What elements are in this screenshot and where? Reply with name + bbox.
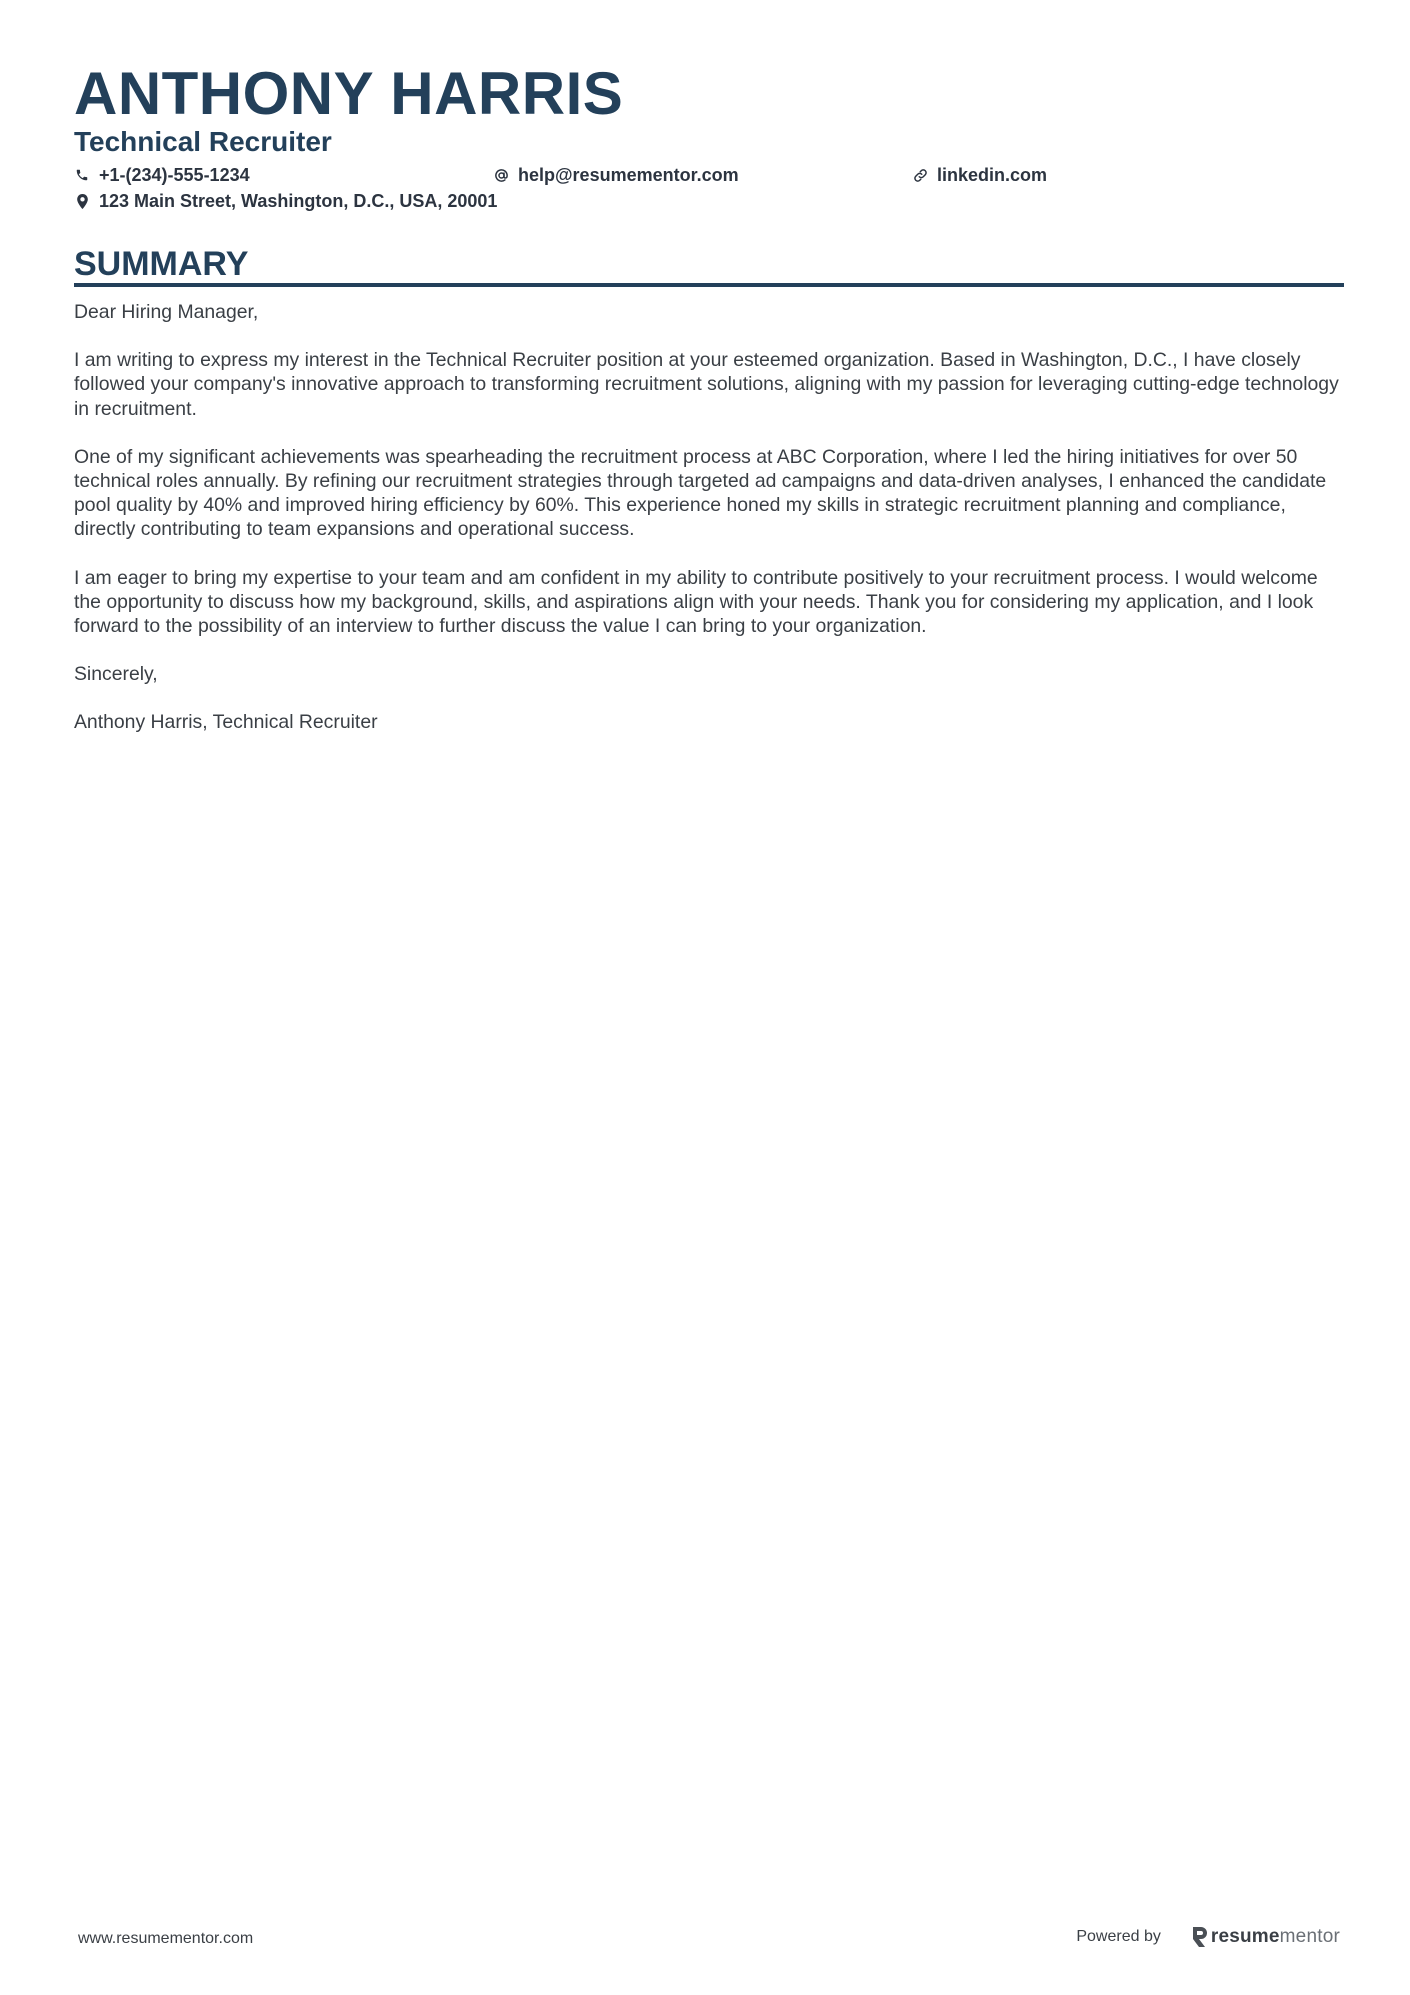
resumementor-logo-icon [1191, 1927, 1207, 1947]
contact-email[interactable] [493, 164, 739, 186]
signature-line: Anthony Harris, Technical Recruiter [74, 711, 378, 734]
candidate-name: ANTHONY HARRIS [74, 60, 624, 127]
address-text: 123 Main Street, Washington, D.C., USA, 20001 [99, 191, 498, 211]
contact-phone[interactable] [74, 164, 250, 186]
section-divider [74, 283, 1344, 287]
contact-linkedin[interactable] [912, 164, 1047, 186]
phone-icon [74, 167, 90, 183]
powered-by-label: Powered by [1076, 1928, 1161, 1945]
location-pin-icon [74, 193, 90, 209]
brand-wordmark [1211, 1926, 1340, 1948]
link-icon [912, 167, 928, 183]
at-icon [493, 167, 509, 183]
linkedin-text: linkedin.com [937, 165, 1048, 185]
contact-address [74, 190, 497, 212]
salutation: Dear Hiring Manager, [74, 301, 259, 323]
footer-website-link[interactable]: www.resumementor.com [78, 1930, 254, 1947]
letter-paragraph: One of my significant achievements was spearheading the recruitment process at ABC Corporation, where I led the hiring initiatives for over 50 technical roles annually. By refining our recruitment strategies through targeted ad campaigns and data-driven analyses, I enhanced the candidate pool quality by 40% and improved hiring efficiency by 60%. This experience honed my skills in strategic recruitment planning and compliance, directly contributing to team expansions and operational success. [74, 445, 1327, 541]
job-title: Technical Recruiter [74, 126, 332, 157]
brand-logo[interactable] [1191, 1926, 1340, 1948]
brand-wordmark-strong: resume [1210, 1926, 1280, 1947]
email-text: help@resumementor.com [518, 165, 739, 185]
footer-branding [1076, 1926, 1340, 1948]
closing: Sincerely, [74, 663, 158, 686]
letter-body [74, 300, 1344, 759]
letter-paragraph: I am eager to bring my expertise to your team and am confident in my ability to contribute positively to your recruitment process. I would welcome the opportunity to discuss how my background, skills, and aspirations align with your needs. Thank you for considering my application, and I look forward to the possibility of an interview to further discuss the value I can bring to your organization. [74, 566, 1318, 638]
brand-wordmark-light: mentor [1279, 1926, 1340, 1947]
section-heading-summary: SUMMARY [74, 245, 249, 283]
letter-paragraph: I am writing to express my interest in the Technical Recruiter position at your esteemed organization. Based in Washington, D.C., I have closely followed your company's innovative approach to transforming recruitment solutions, aligning with my passion for leveraging cutting-edge technology in recruitment. [74, 349, 1339, 420]
phone-text: +1-(234)-555-1234 [99, 165, 250, 185]
